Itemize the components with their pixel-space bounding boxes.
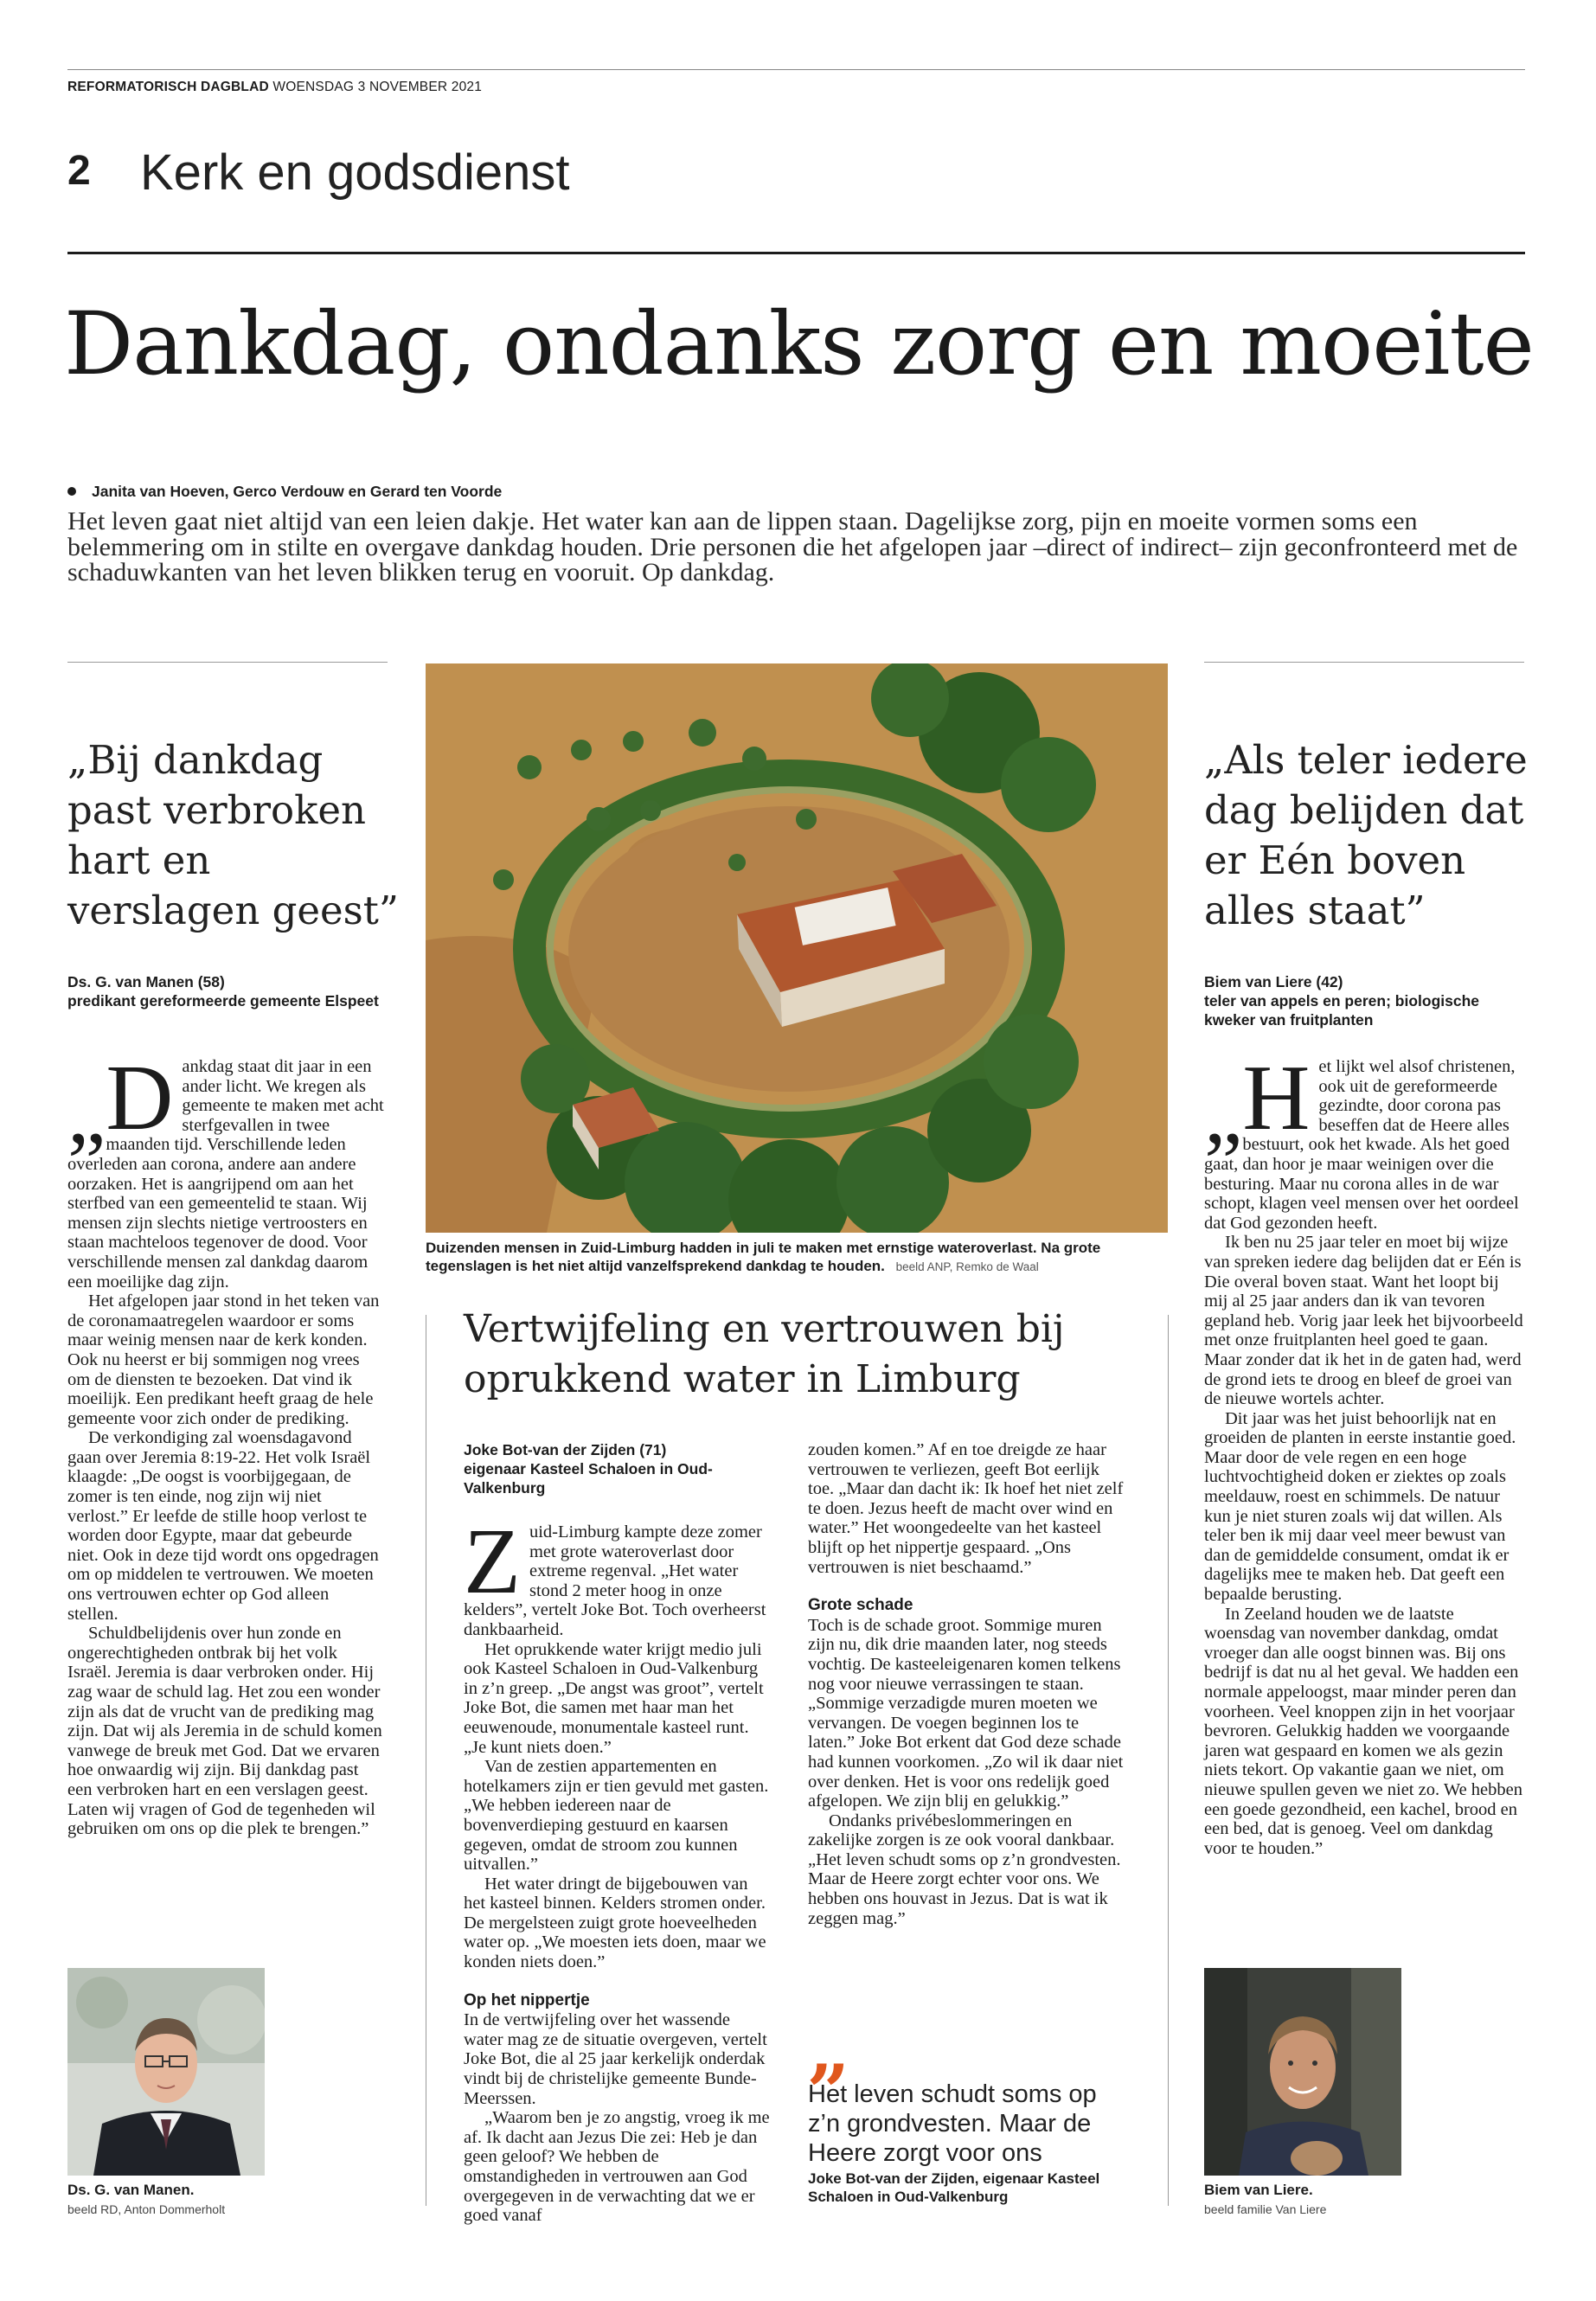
right-dropcap-quote: „ xyxy=(1204,1066,1243,1162)
pullquote-mark: „ xyxy=(808,2006,851,2093)
left-dropcap: D xyxy=(106,1047,174,1150)
right-first-para: et lijkt wel alsof christenen, ook uit de gereformeerde gezindte, door corona pas beseffen dat de Heere alles bestuurt, ook het kwade. Als het goed gaat, dan hoor je maar weinigen over die besturing. Maar nu corona alles in de war schopt, klagen veel mensen over het oordeel dat God gezonden heeft. xyxy=(1204,1057,1519,1233)
pullquote-text: Het leven schudt soms op z’n grondvesten. Maar de Heere zorgt voor ons xyxy=(808,2080,1097,2167)
left-byline xyxy=(67,972,388,1010)
middle-role: eigenaar Kasteel Schaloen in Oud-Valkenburg xyxy=(464,1460,713,1497)
middle-name: Joke Bot-van der Zijden (71) xyxy=(464,1441,667,1458)
right-body xyxy=(1204,1047,1524,1858)
right-para: In Zeeland houden we de laatste woensdag van november dankdag, omdat vroeger dan alle oogst binnen was. Bij ons bedrijf is dat nu al het geval. We hadden een normale appeloogst, maar minder peren dan voorheen. Veel knoppen zijn in het voorjaar bevroren. Gelukkig hadden we voorgaande jaren wat gespaard en komen we als gezin niets tekort. Op vakantie gaan we niet, om nieuwe spullen geven we niet zo. We hebben een goede gezondheid, een kachel, brood en een bed, dat is genoeg. Veel om dankdag voor te houden.” xyxy=(1204,1604,1522,1858)
middle-para: Van de zestien appartementen en hotelkamers zijn er tien gevuld met gasten. „We hebben iedereen naar de bovenverdieping gestuurd en kaarsen gegeven, omdat de stroom zou kunnen uitvallen.” xyxy=(464,1757,769,1875)
middle-para: „Waarom ben je zo angstig, vroeg ik me af. Ik dacht aan Jezus Die zei: Heb je dan geen geloof? We hebben de omstandigheden in vertrouwen aan God overgegeven in de verwachting dat we er goed vanaf xyxy=(464,2108,770,2226)
left-column-rule xyxy=(67,662,388,663)
left-para: Het afgelopen jaar stond in het teken van de coronamaatregelen waardoor er soms maar weinig mensen naar de kerk konden. Ook nu heerst er bij sommigen nog vrees om de diensten te bezoeken. Dat vind ik moeilijk. Een predikant heeft graag de hele gemeente voor zich onder de prediking. xyxy=(67,1292,380,1428)
middle-para: Toch is de schade groot. Sommige muren zijn nu, dik drie maanden later, nog steeds vochtig. De kasteeleigenaren komen telkens nog voor nieuwe verrassingen te staan. „Sommige verzadigde muren moeten we vervangen. De voegen beginnen los te laten.” Joke Bot erkent dat God deze schade had kunnen voorkomen. „Zo wil ik daar niet over denken. Het is voor ons redelijk goed afgelopen. We zijn blij en gelukkig.” xyxy=(808,1615,1124,1811)
middle-para: Het water dringt de bijgebouwen van het kasteel binnen. Kelders stromen onder. De mergelsteen zuigt grote hoeveelheden water op. „We moesten iets doen, maar we konden niets doen.” xyxy=(464,1874,766,1972)
right-photo-caption-name: Biem van Liere. xyxy=(1204,2182,1313,2198)
middle-byline xyxy=(464,1440,715,1497)
middle-col2-first: zouden komen.” Af en toe dreigde ze haar vertrouwen te verliezen, geeft Bot eerlijk toe. „Maar dan dacht ik: Ik hoef het niet zelf te doen. Jezus heeft de macht over wind en water.” Het woongedeelte van het kasteel blijft op het nippertje gespaard. „Ons vertrouwen is niet beschaamd.” xyxy=(808,1440,1124,1577)
left-photo-credit: beeld RD, Anton Dommerholt xyxy=(67,2202,226,2216)
left-photo-caption: Ds. G. van Manen. xyxy=(67,2182,195,2198)
authors-line xyxy=(67,483,502,501)
middle-col2 xyxy=(808,1440,1128,1928)
pullquote-attribution: Joke Bot-van der Zijden, eigenaar Kasteel Schaloen in Oud-Valkenburg xyxy=(808,2170,1100,2205)
left-name: Ds. G. van Manen (58) xyxy=(67,973,225,990)
issue-date: WOENSDAG 3 NOVEMBER 2021 xyxy=(272,80,483,94)
section-rule xyxy=(67,252,1525,254)
middle-col1 xyxy=(464,1510,773,2226)
middle-right-rule xyxy=(1168,1315,1169,2206)
left-first-para: ankdag staat dit jaar in een ander licht. We kregen als gemeente te maken met acht sterfgevallen in twee maanden tijd. Verschillende leden overleden aan corona, andere aan andere oorzaken. Het is aangrijpend om aan het sterfbed van een gemeentelid te staan. Wij mensen zijn slechts nietige vertroosters en staan machteloos tegenover de dood. Voor verschillende mensen zal dankdag daarom een moeilijke dag zijn. xyxy=(67,1057,384,1292)
intro: Het leven gaat niet altijd van een leien dakje. Het water kan aan de lippen staan. Dagelijkse zorg, pijn en moeite vormen soms een belemmering om in stilte en overgave dankdag houden. Drie personen die het afgelopen jaar –direct of indirect– zijn geconfronteerd met de schaduwkanten van het leven blikken terug en vooruit. Op dankdag. xyxy=(67,507,1518,586)
masthead-line xyxy=(67,80,482,95)
middle-para: In de vertwijfeling over het wassende water mag ze de situatie overgeven, vertelt Joke Bot, die al 25 jaar kerkelijk onderdak vindt bij de christelijke gemeente Bunde-Meerssen. xyxy=(464,2010,767,2108)
bullet-icon xyxy=(67,487,76,496)
van-liere-photo xyxy=(1204,1968,1401,2176)
section-title: Kerk en godsdienst xyxy=(140,144,570,201)
right-para: Dit jaar was het juist behoorlijk nat en groeiden de planten in eerste instantie goed. Maar door de vele regen en een hoge luchtvochtigheid doken er ziektes op zoals meeldauw, roest en schimmels. De natuur kun je niet sturen zoals wij dat willen. Als teler ben ik mij daar veel meer bewust van dan de gemiddelde consument, omdat ik er dagelijks mee te maken heb. Dat geeft een bepaalde berusting. xyxy=(1204,1408,1516,1605)
right-column-rule xyxy=(1204,662,1524,663)
middle-subhead-1: Op het nippertje xyxy=(464,1990,590,2009)
van-manen-photo xyxy=(67,1968,265,2176)
left-role: predikant gereformeerde gemeente Elspeet xyxy=(67,992,379,1009)
right-byline xyxy=(1204,972,1524,1029)
right-dropcap: H xyxy=(1242,1047,1311,1150)
right-para: Ik ben nu 25 jaar teler en moet bij wijze van spreken iedere dag belijden dat er Eén is Die overal boven staat. Want het loopt bij mij al 25 jaar anders dan ik van tevoren gepland heb. Vorig jaar leek het bijvoorbeeld met onze fruitplanten heel goed te gaan. Maar zonder dat ik het in de gaten had, werd de grond iets te droog en bleef de groei van de nieuwe wortels achter. xyxy=(1204,1233,1523,1409)
right-photo-credit: beeld familie Van Liere xyxy=(1204,2202,1327,2216)
left-para: Schuldbelijdenis over hun zonde en ongerechtigheden ontbrak bij het volk Israël. Jeremia is daar verbroken onder. Hij zag waar de schuld lag. Het zou een wonder zijn als dat de vrucht van de prediking mag zijn. Dat wij als Jeremia in de schuld komen vanwege de breuk met God. Dat we ervaren hoe onwaardig wij zijn. Bij dankdag past een verbroken hart en een verslagen geest. Laten wij vragen of God de tegenheden wil gebruiken om ons op die plek te brengen.” xyxy=(67,1624,382,1839)
left-quote-title: „Bij dankdag past verbroken hart en verslagen geest” xyxy=(67,737,399,933)
right-name: Biem van Liere (42) xyxy=(1204,973,1343,990)
left-dropcap-quote: „ xyxy=(67,1066,106,1162)
photo-credit: beeld ANP, Remko de Waal xyxy=(895,1260,1039,1273)
middle-dropcap: Z xyxy=(464,1510,521,1613)
right-quote-title: „Als teler iedere dag belijden dat er Eén boven alles staat” xyxy=(1204,737,1528,933)
right-photo-caption xyxy=(1204,2182,1313,2199)
headline: Dankdag, ondanks zorg en moeite xyxy=(64,293,1534,394)
photo-caption xyxy=(426,1239,1168,1276)
authors: Janita van Hoeven, Gerco Verdouw en Gerard ten Voorde xyxy=(92,483,503,500)
middle-title: Vertwijfeling en vertrouwen bij oprukkend water in Limburg xyxy=(464,1307,1065,1401)
flood-photo xyxy=(426,663,1168,1233)
left-body xyxy=(67,1047,384,1839)
middle-para: Het oprukkende water krijgt medio juli ook Kasteel Schaloen in Oud-Valkenburg in z’n greep. „De angst was groot”, vertelt Joke Bot, die samen met haar man het eeuwenoude, monumentale kasteel runt. „Je kunt niets doen.” xyxy=(464,1639,764,1757)
right-role: teler van appels en peren; biologische kweker van fruitplanten xyxy=(1204,992,1480,1029)
middle-para: Ondanks privébeslommeringen en zakelijke zorgen is ze ook vooral dankbaar. „Het leven schudt soms op z’n grondvesten. Maar de Heere zorgt echter voor ons. We hebben ons houvast in Jezus. Dat is wat ik zeggen mag.” xyxy=(808,1811,1121,1928)
middle-first-para: uid-Limburg kampte deze zomer met grote wateroverlast door extreme regenval. „Het water stond 2 meter hoog in onze kelders”, vertelt Joke Bot. Toch overheerst dankbaarheid. xyxy=(464,1522,766,1639)
photo-caption-text: Duizenden mensen in Zuid-Limburg hadden in juli te maken met ernstige wateroverlast. Na grote tegenslagen is het niet altijd vanzelfsprekend dankdag te houden. xyxy=(426,1240,1101,1274)
middle-subhead-2: Grote schade xyxy=(808,1596,913,1615)
page-number: 2 xyxy=(67,148,91,194)
paper-name: REFORMATORISCH DAGBLAD xyxy=(67,80,269,94)
left-para: De verkondiging zal woensdagavond gaan over Jeremia 8:19-22. Het volk Israël klaagde: „De oogst is voorbijgegaan, de zomer is ten einde, nog zijn wij niet verlost.” Er leefde de stille hoop verlost te worden door Egypte, maar dat gebeurde niet. Ook in deze tijd wordt ons opgedragen om op middelen te vertrouwen. We moeten ons vertrouwen echter op God alleen stellen. xyxy=(67,1428,379,1624)
top-rule xyxy=(67,69,1525,70)
